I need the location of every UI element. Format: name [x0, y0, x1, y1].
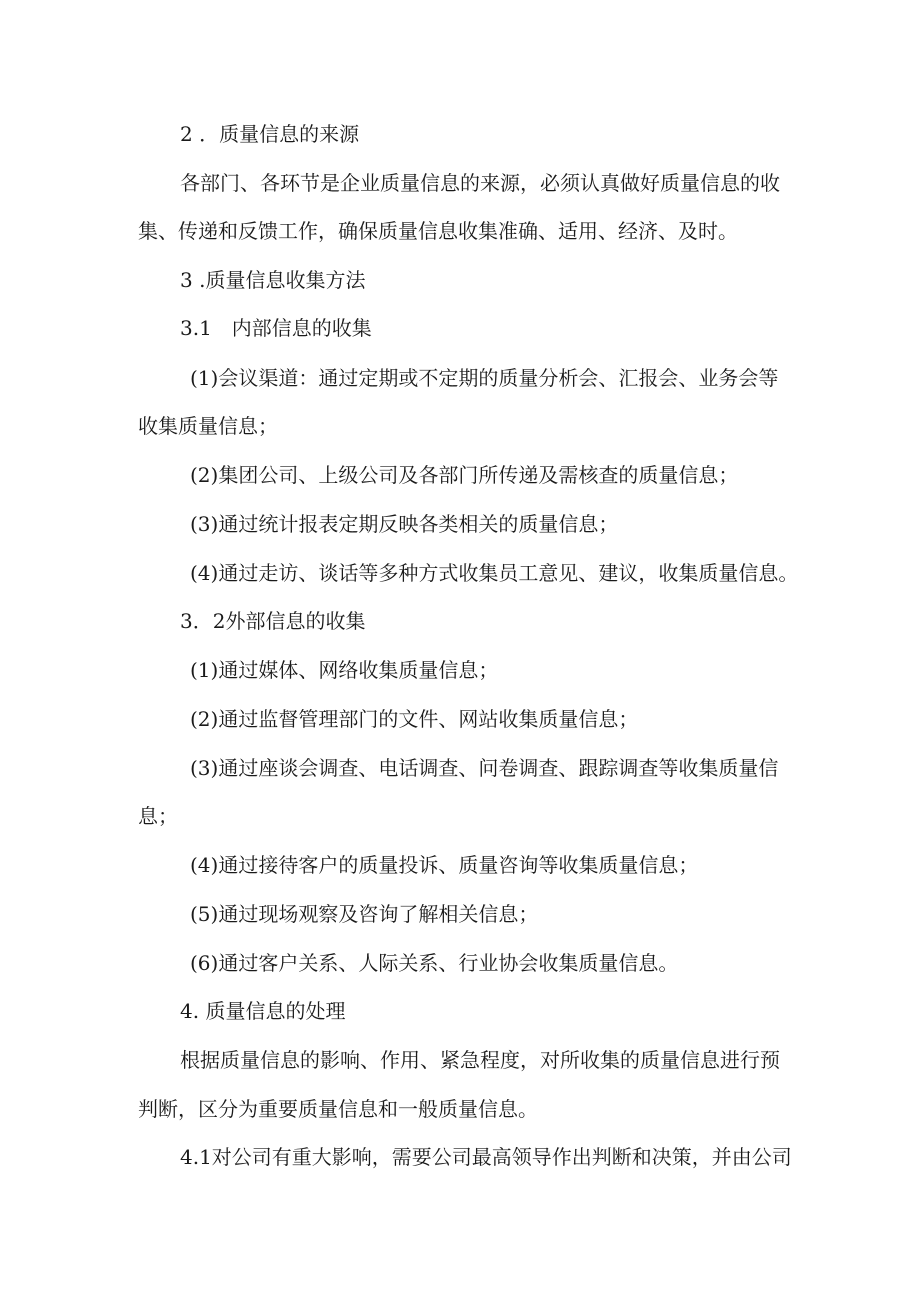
paragraph-line: 4.1对公司有重大影响，需要公司最高领导作出判断和决策，并由公司 — [180, 1145, 792, 1169]
list-item: (5)通过现场观察及咨询了解相关信息； — [190, 902, 539, 926]
section-heading: 3 .质量信息收集方法 — [180, 268, 366, 292]
paragraph-line: 判断，区分为重要质量信息和一般质量信息。 — [138, 1097, 538, 1121]
paragraph-line: 各部门、各环节是企业质量信息的来源，必须认真做好质量信息的收 — [180, 171, 780, 195]
list-item: (6)通过客户关系、人际关系、行业协会收集质量信息。 — [190, 951, 679, 975]
section-heading: 2 ．质量信息的来源 — [180, 122, 360, 146]
list-item-continuation: 息； — [138, 804, 178, 828]
paragraph-line: 根据质量信息的影响、作用、紧急程度，对所收集的质量信息进行预 — [180, 1048, 780, 1072]
list-item: (4)通过走访、谈话等多种方式收集员工意见、建议，收集质量信息。 — [190, 561, 799, 585]
paragraph-line: 集、传递和反馈工作，确保质量信息收集准确、适用、经济、及时。 — [138, 219, 738, 243]
list-item: (4)通过接待客户的质量投诉、质量咨询等收集质量信息； — [190, 853, 699, 877]
subsection-heading: 3．2外部信息的收集 — [180, 609, 366, 633]
list-item: (1)会议渠道：通过定期或不定期的质量分析会、汇报会、业务会等 — [190, 366, 779, 390]
section-heading: 4. 质量信息的处理 — [180, 999, 346, 1023]
list-item: (1)通过媒体、网络收集质量信息； — [190, 658, 499, 682]
list-item-continuation: 收集质量信息； — [138, 414, 278, 438]
list-item: (3)通过座谈会调查、电话调查、问卷调查、跟踪调查等收集质量信 — [190, 756, 779, 780]
list-item: (3)通过统计报表定期反映各类相关的质量信息； — [190, 512, 619, 536]
list-item: (2)通过监督管理部门的文件、网站收集质量信息； — [190, 707, 639, 731]
subsection-heading: 3.1 内部信息的收集 — [180, 316, 372, 340]
list-item: (2)集团公司、上级公司及各部门所传递及需核查的质量信息； — [190, 463, 739, 487]
